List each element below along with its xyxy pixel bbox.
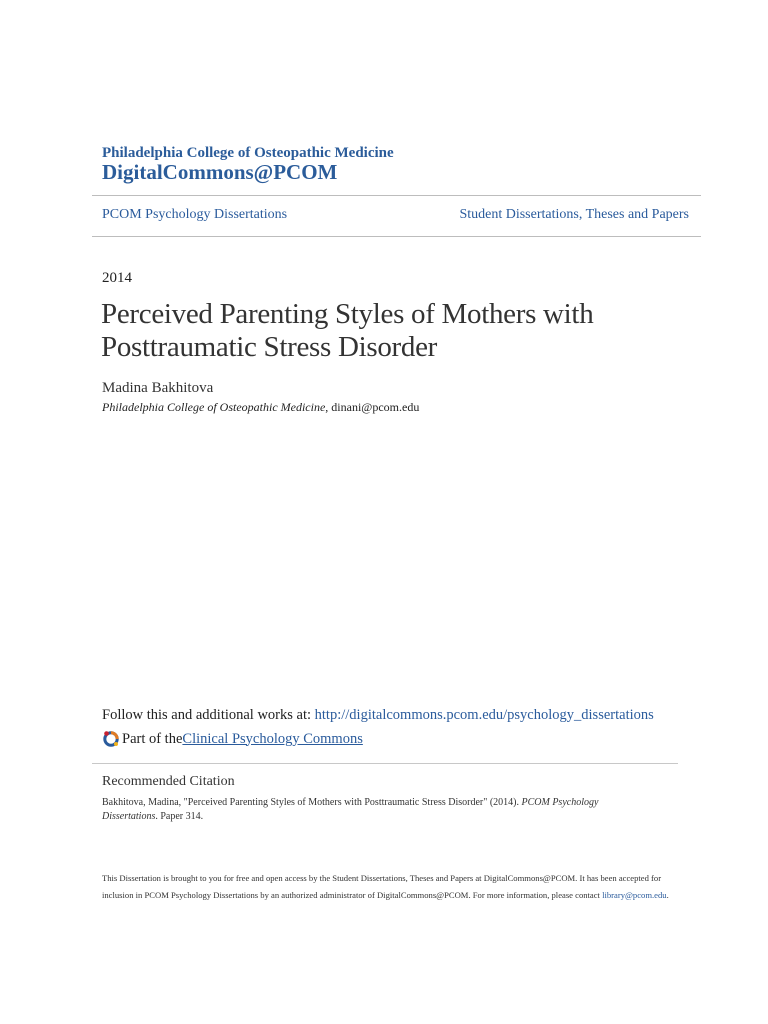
author-email: , dinani@pcom.edu [325,400,420,414]
header-divider-bottom [92,236,701,237]
citation-paper: . Paper 314. [155,811,204,822]
contact-email-link[interactable]: library@pcom.edu [602,890,667,900]
citation-divider [92,763,678,764]
footer-end: . [666,890,669,900]
part-of-prefix: Part of the [122,730,183,747]
author-affiliation [102,400,419,415]
institution-name[interactable]: Philadelphia College of Osteopathic Medicine [102,145,394,161]
citation-heading: Recommended Citation [102,774,235,789]
document-title: Perceived Parenting Styles of Mothers with Posttraumatic Stress Disorder [101,298,594,363]
part-of-line [102,730,363,748]
network-commons-icon [102,730,120,748]
clinical-psychology-commons-link[interactable]: Clinical Psychology Commons [182,730,363,747]
collection-link[interactable]: Student Dissertations, Theses and Papers [459,207,689,222]
citation-main: Bakhitova, Madina, "Perceived Parenting Styles of Mothers with Posttraumatic Stress Disorder" (2014). [102,797,522,808]
follow-line [102,707,654,724]
series-link[interactable]: PCOM Psychology Dissertations [102,207,288,222]
footer-text: This Dissertation is brought to you for free and open access by the Student Dissertations, Theses and Papers at DigitalCommons@PCOM. It has been accepted for inclusion in PCOM Psychology Dissertations by an authorized administrator of DigitalCommons@PCOM. For more information, please contact [102,873,662,900]
author-name: Madina Bakhitova [102,380,214,396]
affiliation-name: Philadelphia College of Osteopathic Medicine [102,400,326,414]
citation-series: PCOM Psychology Dissertations [102,797,599,822]
follow-prefix: Follow this and additional works at: [102,707,315,723]
publication-year: 2014 [102,270,132,286]
follow-url-link[interactable]: http://digitalcommons.pcom.edu/psychology_dissertations [314,707,654,723]
repository-name[interactable]: DigitalCommons@PCOM [102,160,338,184]
header-divider-top [92,195,701,196]
footer-notice [102,870,672,904]
citation-text [102,796,642,824]
